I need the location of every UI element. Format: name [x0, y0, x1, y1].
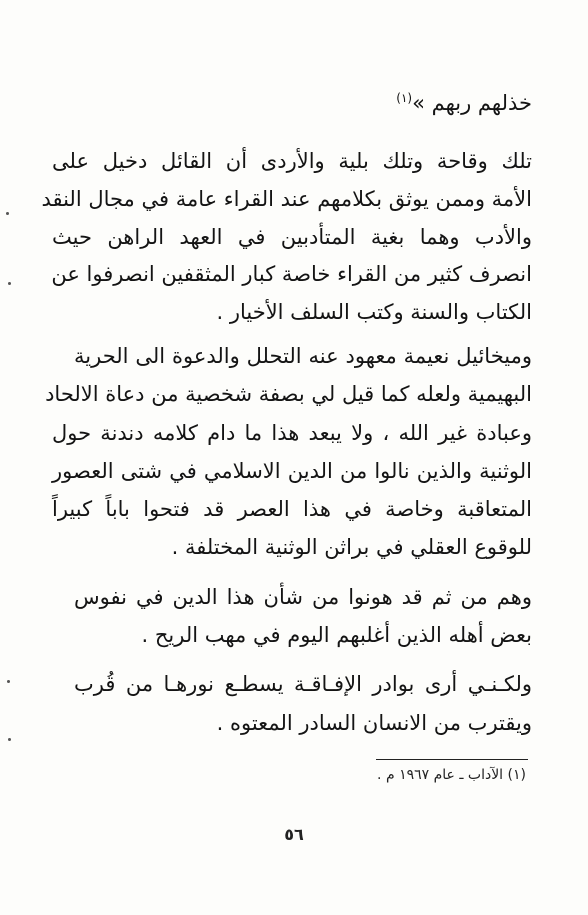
text-line-6: الكتاب والسنة وكتب السلف الأخيار .: [216, 300, 532, 324]
text-line-11: المتعاقبة وخاصة في هذا العصر قد فتحوا باباً كبيراً: [52, 497, 532, 521]
text-line-3: الأمة وممن يوثق بكلامهم عند القراء عامة في مجال النقد: [41, 187, 532, 211]
text-line-4: والأدب وهما بغية المتأدبين في العهد الراهن حيث: [52, 225, 532, 249]
text-line-2: تلك وقاحة وتلك بلية والأردى أن القائل دخيل على: [52, 149, 532, 173]
scan-speck: [7, 680, 10, 683]
scan-speck: [8, 738, 11, 741]
text-line-8: البهيمية ولعله كما قيل لي بصفة شخصية من دعاة الالحاد: [45, 382, 532, 406]
page-number: ٥٦: [284, 825, 304, 844]
footnote: (١) الآداب ـ عام ١٩٦٧ م .: [377, 767, 526, 783]
text-line-10: الوثنية والذين نالوا من الدين الاسلامي في شتى العصور: [52, 459, 532, 483]
text-line-7: وميخائيل نعيمة معهود عنه التحلل والدعوة الى الحرية: [74, 344, 532, 368]
text-line-1-content: خذلهم ربهم »: [412, 91, 532, 115]
text-line-14: بعض أهله الذين أغلبهم اليوم في مهب الريح .: [141, 623, 532, 647]
text-line-9: وعبادة غير الله ، ولا يبعد هذا ما دام كلامه دندنة حول: [52, 421, 532, 445]
text-line-13: وهم من ثم قد هونوا من شأن هذا الدين في نفوس: [74, 585, 532, 609]
text-line-5: انصرف كثير من القراء خاصة كبار المثقفين انصرفوا عن: [51, 262, 532, 286]
scan-speck: [6, 212, 9, 215]
text-line-12: للوقوع العقلي في براثن الوثنية المختلفة .: [171, 535, 532, 559]
text-line-16: ويقترب من الانسان السادر المعتوه .: [216, 711, 532, 735]
footnote-divider: [376, 759, 528, 760]
footnote-marker: (١): [396, 91, 413, 105]
text-line-1: [396, 83, 532, 113]
text-line-15: ولكـنـي أرى بوادر الإفـاقـة يسطـع نورهـا من قُرب: [74, 672, 532, 696]
scan-speck: [8, 282, 11, 285]
